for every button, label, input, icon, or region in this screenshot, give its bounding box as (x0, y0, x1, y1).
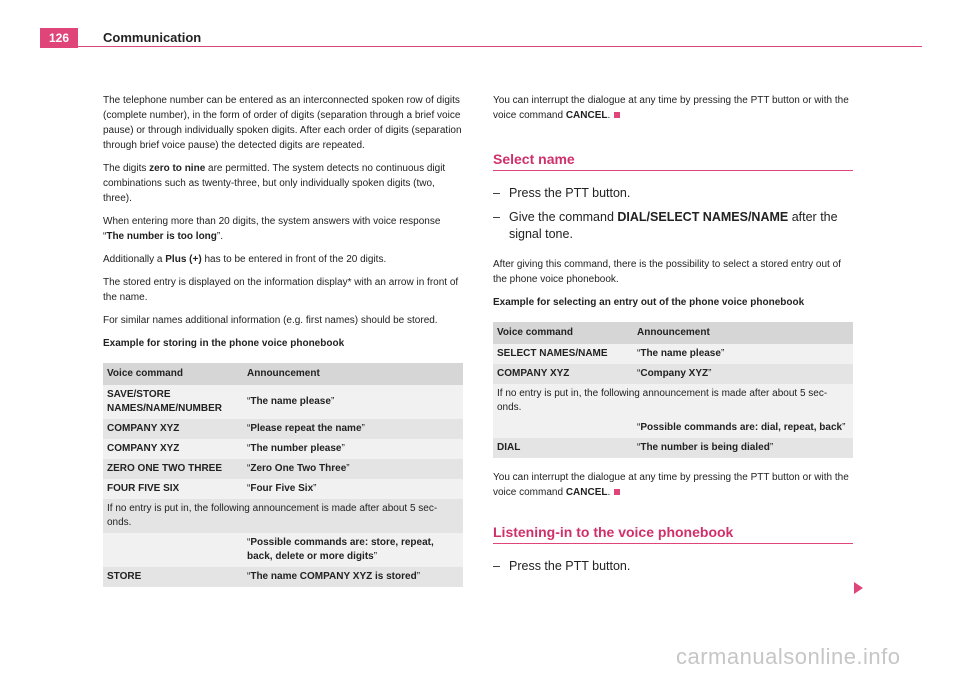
paragraph-interrupt (493, 93, 853, 123)
table-header-row (493, 322, 853, 344)
step-text: Give the command (509, 210, 618, 224)
announcement-text: Company XYZ (640, 368, 709, 379)
step-text: Press the PTT button. (509, 186, 631, 200)
header-rule (78, 46, 922, 47)
text: When entering more than 20 digits, the system answers with voice response “ (103, 216, 441, 242)
table-row (103, 385, 463, 419)
table-row (103, 439, 463, 459)
announcement-cell (243, 567, 463, 587)
step-text: Press the PTT button. (509, 559, 631, 573)
cancel-command: CANCEL (565, 110, 608, 121)
dash-bullet: – (493, 559, 500, 573)
continue-arrow-icon (854, 582, 863, 594)
table-row (103, 479, 463, 499)
text: You can interrupt the dialogue at any time by pressing the PTT button or with the voice command (493, 472, 849, 498)
step-item (493, 185, 853, 202)
text: are permitted. The system detects no continuous digit combinations such as twenty-three, but only individually spoken digits (two, three). (103, 163, 446, 204)
announcement-text: Possible commands are: dial, repeat, back (640, 422, 843, 433)
table-row-note (493, 384, 853, 418)
quote: ” (313, 483, 317, 494)
table-row (493, 364, 853, 384)
voice-command-cell: FOUR FIVE SIX (103, 479, 243, 499)
quote: “ (247, 571, 251, 582)
announcement-text: The name please (250, 396, 331, 407)
timeout-note: If no entry is put in, the following announcement is made after about 5 sec- onds. (103, 499, 463, 533)
text: . (607, 110, 611, 121)
page-header (0, 28, 922, 48)
page-number: 126 (40, 28, 78, 48)
announcement-text: The name please (640, 348, 721, 359)
table-row (493, 418, 853, 438)
table-row (103, 533, 463, 567)
announcement-cell (633, 344, 853, 364)
cancel-command: CANCEL (565, 487, 608, 498)
announcement-cell (243, 459, 463, 479)
voice-command-cell: COMPANY XYZ (103, 419, 243, 439)
paragraph-digits (103, 161, 463, 206)
end-of-section-icon (614, 112, 620, 118)
announcement-text: The name COMPANY XYZ is stored (250, 571, 417, 582)
quote: ” (373, 551, 378, 562)
announcement-cell (633, 418, 853, 438)
paragraph-too-long (103, 214, 463, 244)
table-row (103, 459, 463, 479)
quote: “ (247, 396, 251, 407)
step-text: after the signal tone. (509, 210, 838, 241)
voice-command-cell: SAVE/STORE NAMES/NAME/NUMBER (103, 385, 243, 419)
quote: “ (247, 443, 251, 454)
voice-command-cell: STORE (103, 567, 243, 587)
announcement-cell (633, 364, 853, 384)
example-heading-storing: Example for storing in the phone voice phonebook (103, 338, 345, 349)
paragraph-similar-names: For similar names additional information (e.g. first names) should be stored. (103, 315, 438, 326)
example-heading-selecting: Example for selecting an entry out of the phone voice phonebook (493, 297, 805, 308)
voice-command-cell (493, 418, 633, 438)
paragraph-display: The stored entry is displayed on the information display* with an arrow in front of the name. (103, 277, 459, 303)
column-header-announcement: Announcement (243, 363, 463, 385)
table-row (493, 344, 853, 364)
announcement-text: Please repeat the name (250, 423, 362, 434)
table-row (103, 567, 463, 587)
quote: ” (330, 396, 335, 407)
steps-select-name (493, 185, 853, 243)
announcement-text: Zero One Two Three (250, 463, 347, 474)
announcement-cell (243, 419, 463, 439)
quote: “ (637, 442, 641, 453)
plus-sign-label: Plus (+) (165, 254, 202, 265)
section-title: Communication (103, 30, 202, 45)
table-header-row (103, 363, 463, 385)
quote: “ (637, 368, 641, 379)
quote: “ (247, 537, 251, 548)
step-item (493, 558, 853, 575)
dial-command: DIAL/SELECT NAMES/NAME (617, 210, 789, 224)
voice-command-cell: COMPANY XYZ (493, 364, 633, 384)
voice-command-cell: DIAL (493, 438, 633, 458)
watermark: carmanualsonline.info (676, 644, 901, 669)
text: ”. (216, 231, 224, 242)
quote: “ (637, 422, 641, 433)
quote: ” (720, 348, 725, 359)
quote: ” (416, 571, 421, 582)
quote: ” (361, 423, 365, 434)
text: The digits (103, 163, 150, 174)
quote: ” (769, 442, 774, 453)
quote: “ (637, 348, 641, 359)
paragraph-after-command: After giving this command, there is the possibility to select a stored entry out of the phone voice phonebook. (493, 259, 841, 285)
quote: ” (346, 463, 350, 474)
left-column (103, 93, 463, 587)
steps-listening-in (493, 558, 853, 575)
heading-select-name: Select name (493, 151, 853, 171)
paragraph-interrupt-2 (493, 470, 853, 500)
announcement-text: The number please (250, 443, 342, 454)
selecting-example-table (493, 322, 853, 458)
quote: “ (247, 483, 251, 494)
paragraph-number-entry: The telephone number can be entered as an interconnected spoken row of digits (complete number), in the form of order of digits (separation through a brief voice pause) or through individually spoken digits. After each order of digits (separation through brief voice pause) the detected digits are repeated. (103, 95, 462, 151)
text: . (607, 487, 611, 498)
column-header-announcement: Announcement (633, 322, 853, 344)
voice-command-cell (103, 533, 243, 567)
quote: “ (247, 423, 251, 434)
announcement-cell (243, 385, 463, 419)
table-row (103, 419, 463, 439)
quote: ” (842, 422, 846, 433)
announcement-text: Four Five Six (250, 483, 314, 494)
right-column (493, 93, 853, 582)
storing-example-table (103, 363, 463, 587)
timeout-note: If no entry is put in, the following announcement is made after about 5 sec- onds. (493, 384, 853, 418)
announcement-text: Possible commands are: store, repeat, back, delete or more digits (247, 537, 434, 562)
voice-command-cell: SELECT NAMES/NAME (493, 344, 633, 364)
heading-listening-in: Listening-in to the voice phonebook (493, 524, 853, 544)
table-row (493, 438, 853, 458)
announcement-text: The number is being dialed (640, 442, 770, 453)
table-row-note (103, 499, 463, 533)
text: You can interrupt the dialogue at any time by pressing the PTT button or with the voice command (493, 95, 849, 121)
column-header-voice-command: Voice command (493, 322, 633, 344)
announcement-cell (243, 439, 463, 459)
announcement-cell (243, 533, 463, 567)
quote: ” (341, 443, 345, 454)
text: has to be entered in front of the 20 digits. (201, 254, 387, 265)
quote: ” (708, 368, 712, 379)
announcement-cell (633, 438, 853, 458)
quote: “ (247, 463, 251, 474)
digits-range: zero to nine (149, 163, 206, 174)
response-too-long: The number is too long (106, 231, 217, 242)
paragraph-plus (103, 252, 463, 267)
text: Additionally a (103, 254, 166, 265)
voice-command-cell: ZERO ONE TWO THREE (103, 459, 243, 479)
announcement-cell (243, 479, 463, 499)
dash-bullet: – (493, 210, 500, 224)
end-of-section-icon (614, 489, 620, 495)
step-item (493, 209, 853, 243)
dash-bullet: – (493, 186, 500, 200)
voice-command-cell: COMPANY XYZ (103, 439, 243, 459)
column-header-voice-command: Voice command (103, 363, 243, 385)
